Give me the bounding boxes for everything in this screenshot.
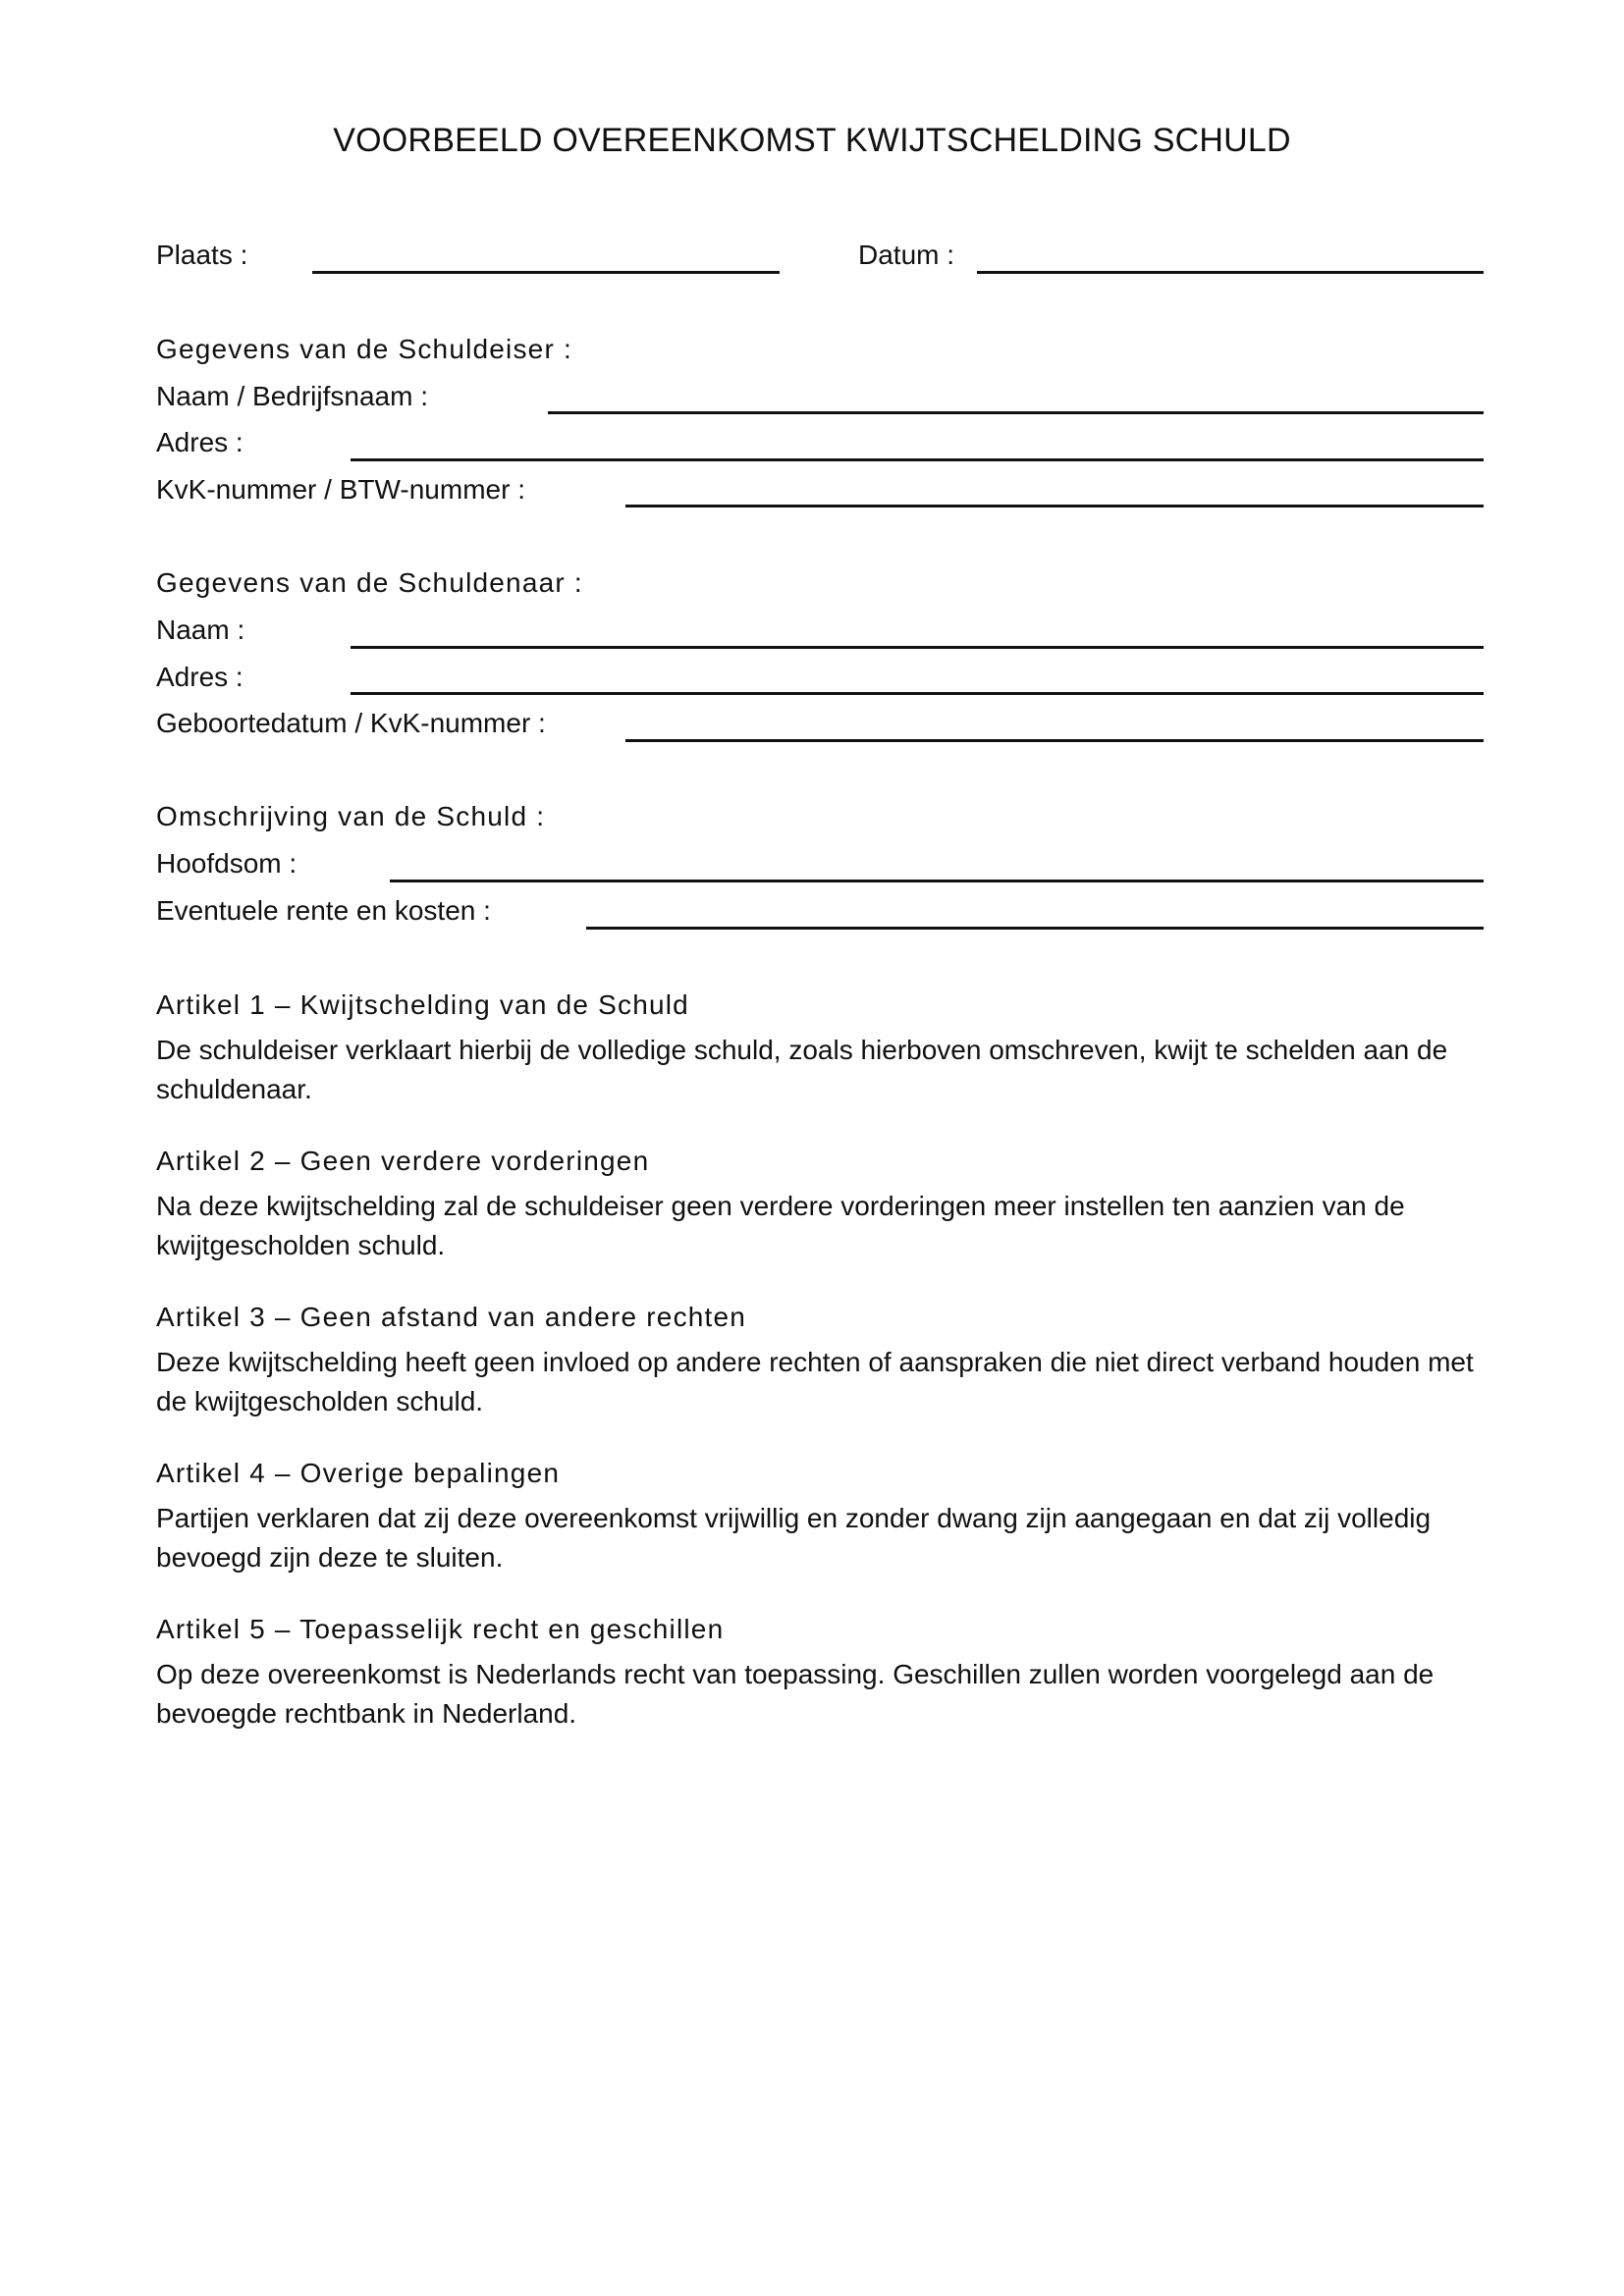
hoofdsom-line[interactable] (390, 880, 1484, 882)
article-5-text: Op deze overeenkomst is Nederlands recht van toepassing. Geschillen zullen worden voorgelegd aan de bevoegde rechtbank in Nederland. (156, 1659, 1435, 1729)
article-2-title: Artikel 2 – Geen verdere vorderingen (156, 1146, 650, 1176)
schuldeiser-adres-line[interactable] (351, 458, 1484, 461)
rente-line[interactable] (586, 927, 1484, 930)
article-5-title: Artikel 5 – Toepasselijk recht en geschillen (156, 1614, 725, 1644)
plaats-field-line[interactable] (312, 271, 780, 274)
article-1-title: Artikel 1 – Kwijtschelding van de Schuld (156, 989, 689, 1020)
datum-field-line[interactable] (977, 271, 1484, 274)
schuldenaar-naam-label: Naam : (156, 614, 245, 645)
schuldeiser-kvk-label: KvK-nummer / BTW-nummer : (156, 474, 525, 505)
schuldenaar-naam-line[interactable] (351, 646, 1484, 649)
article-3-text: Deze kwijtschelding heeft geen invloed op andere rechten of aanspraken die niet direct verband houden met de kwijtgescholden schuld. (156, 1347, 1474, 1416)
schuld-heading: Omschrijving van de Schuld : (156, 801, 546, 831)
schuldeiser-naam-line[interactable] (548, 411, 1484, 414)
plaats-label: Plaats : (156, 240, 248, 270)
schuldeiser-naam-label: Naam / Bedrijfsnaam : (156, 381, 428, 411)
rente-label: Eventuele rente en kosten : (156, 895, 491, 926)
schuldenaar-adres-label: Adres : (156, 662, 244, 692)
article-4-title: Artikel 4 – Overige bepalingen (156, 1458, 561, 1488)
schuldenaar-geboorte-line[interactable] (625, 739, 1484, 742)
article-4-text: Partijen verklaren dat zij deze overeenkomst vrijwillig en zonder dwang zijn aangegaan en dat zij volledig bevoegd zijn deze te sluiten. (156, 1503, 1432, 1573)
article-1-text: De schuldeiser verklaart hierbij de volledige schuld, zoals hierboven omschreven, kwijt te schelden aan de schuldenaar. (156, 1035, 1448, 1104)
document-title: VOORBEELD OVEREENKOMST KWIJTSCHELDING SCHULD (333, 122, 1291, 159)
schuldenaar-heading: Gegevens van de Schuldenaar : (156, 567, 583, 598)
article-2-text: Na deze kwijtschelding zal de schuldeiser geen verdere vorderingen meer instellen ten aanzien van de kwijtgescholden schuld. (156, 1191, 1405, 1260)
datum-label: Datum : (858, 240, 955, 270)
article-3-title: Artikel 3 – Geen afstand van andere rechten (156, 1302, 747, 1332)
schuldeiser-adres-label: Adres : (156, 427, 244, 457)
schuldeiser-heading: Gegevens van de Schuldeiser : (156, 334, 572, 364)
schuldenaar-geboorte-label: Geboortedatum / KvK-nummer : (156, 708, 546, 738)
schuldenaar-adres-line[interactable] (351, 692, 1484, 695)
schuldeiser-kvk-line[interactable] (625, 505, 1484, 507)
hoofdsom-label: Hoofdsom : (156, 848, 298, 879)
